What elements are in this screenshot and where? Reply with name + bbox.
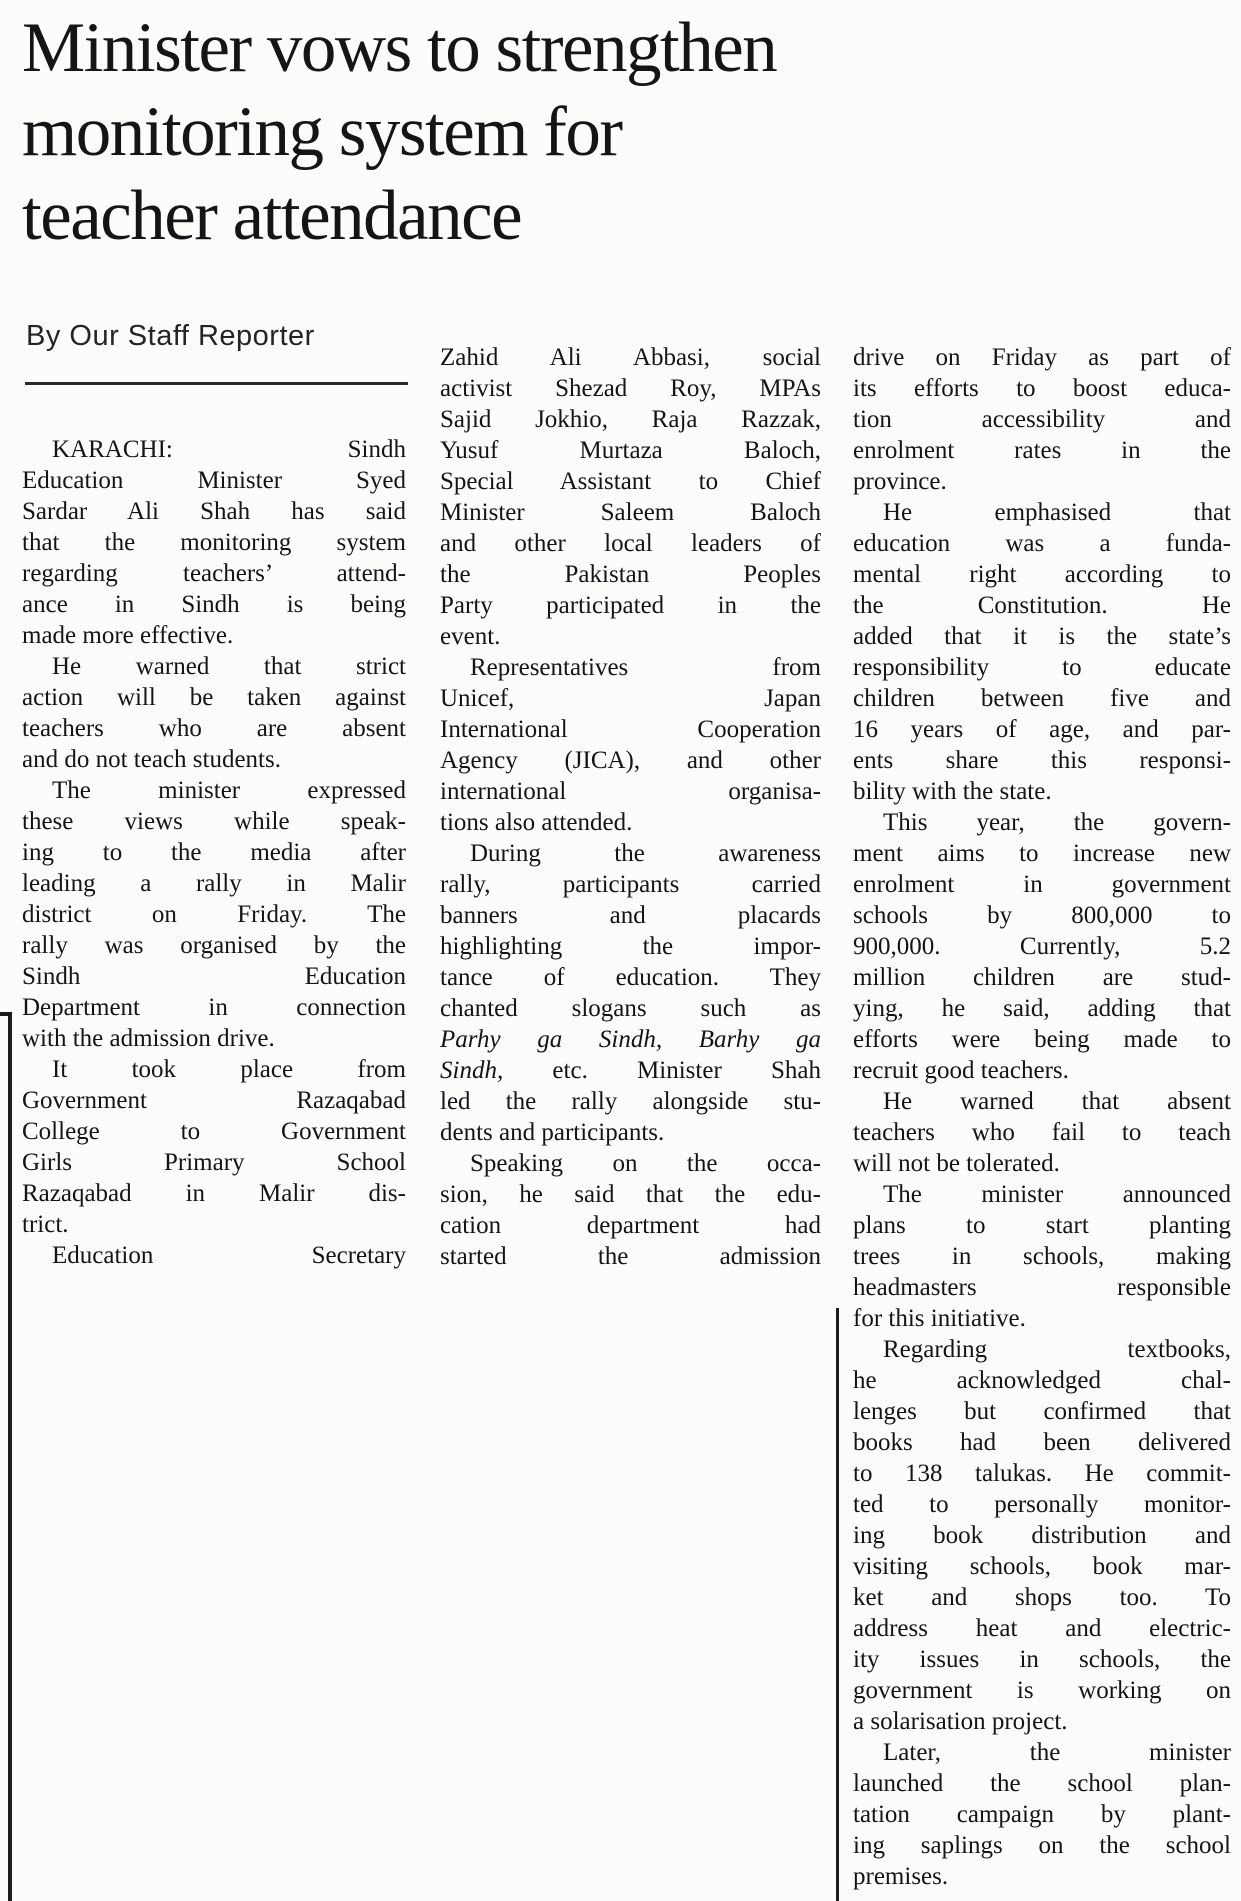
article-line: tance of education. They: [440, 964, 821, 991]
article-line: trees in schools, making: [853, 1243, 1231, 1270]
article-line: College to Government: [22, 1118, 406, 1145]
article-line: teachers who fail to teach: [853, 1119, 1231, 1146]
article-line: drive on Friday as part of: [853, 344, 1231, 371]
article-line: cation department had: [440, 1212, 821, 1239]
article-line: ing saplings on the school: [853, 1832, 1231, 1859]
article-line: [440, 1055, 821, 1086]
article-line: 16 years of age, and par-: [853, 716, 1231, 743]
article-line: banners and placards: [440, 902, 821, 929]
article-line: ing to the media after: [22, 839, 406, 866]
article-line: and do not teach students.: [22, 746, 281, 773]
article-line: enrolment rates in the: [853, 437, 1231, 464]
article-line: tation campaign by plant-: [853, 1801, 1231, 1828]
article-line: led the rally alongside stu-: [440, 1088, 821, 1115]
article-line: Department in connection: [22, 994, 406, 1021]
article-line: He emphasised that: [883, 499, 1231, 526]
article-line: made more effective.: [22, 622, 234, 649]
article-line: ment aims to increase new: [853, 840, 1231, 867]
article-line: its efforts to boost educa-: [853, 375, 1231, 402]
article-line: address heat and electric-: [853, 1615, 1231, 1642]
headline-line-2: monitoring system for: [22, 93, 622, 171]
article-line: district on Friday. The: [22, 901, 406, 928]
article-line: Regarding textbooks,: [883, 1336, 1231, 1363]
article-line: KARACHI: Sindh: [52, 436, 406, 463]
article-line: activist Shezad Roy, MPAs: [440, 375, 821, 402]
article-line: added that it is the state’s: [853, 623, 1231, 650]
article-line: ket and shops too. To: [853, 1584, 1231, 1611]
article-line: Education Minister Syed: [22, 467, 406, 494]
article-line: million children are stud-: [853, 964, 1231, 991]
article-line: International Cooperation: [440, 716, 821, 743]
article-line: Sindh Education: [22, 963, 406, 990]
article-line: province.: [853, 468, 947, 495]
article-headline: [22, 6, 1032, 258]
article-line: books had been delivered: [853, 1429, 1231, 1456]
article-line: teachers who are absent: [22, 715, 406, 742]
article-line: ying, he said, adding that: [853, 995, 1231, 1022]
article-line: Yusuf Murtaza Baloch,: [440, 437, 821, 464]
article-line: ted to personally monitor-: [853, 1491, 1231, 1518]
article-line: ance in Sindh is being: [22, 591, 406, 618]
article-line: ing book distribution and: [853, 1522, 1231, 1549]
article-line: Razaqabad in Malir dis-: [22, 1180, 406, 1207]
article-line: highlighting the impor-: [440, 933, 821, 960]
article-line: rally was organised by the: [22, 932, 406, 959]
article-line: Girls Primary School: [22, 1149, 406, 1176]
article-line: ents share this responsi-: [853, 747, 1231, 774]
article-line: lenges but confirmed that: [853, 1398, 1231, 1425]
headline-line-3: teacher attendance: [22, 177, 522, 255]
article-line: Zahid Ali Abbasi, social: [440, 344, 821, 371]
article-line: leading a rally in Malir: [22, 870, 406, 897]
article-line: plans to start planting: [853, 1212, 1231, 1239]
article-column-1: [22, 434, 406, 1271]
article-line: started the admission: [440, 1243, 821, 1270]
article-line: efforts were being made to: [853, 1026, 1231, 1053]
article-line: Parhy ga Sindh, Barhy ga: [440, 1026, 821, 1053]
article-line: will not be tolerated.: [853, 1150, 1060, 1177]
article-line: enrolment in government: [853, 871, 1231, 898]
byline-rule: [25, 382, 408, 385]
article-line: He warned that strict: [52, 653, 406, 680]
article-line: ity issues in schools, the: [853, 1646, 1231, 1673]
slogan-italic-text: Sindh,: [440, 1057, 504, 1084]
article-line: During the awareness: [470, 840, 821, 867]
article-line: that the monitoring system: [22, 529, 406, 556]
article-line: Sardar Ali Shah has said: [22, 498, 406, 525]
article-line: with the admission drive.: [22, 1025, 275, 1052]
article-line: Unicef, Japan: [440, 685, 821, 712]
article-line: Later, the minister: [883, 1739, 1231, 1766]
article-line: education was a funda-: [853, 530, 1231, 557]
article-line: The minister expressed: [52, 777, 406, 804]
article-line: the Constitution. He: [853, 592, 1231, 619]
article-line: tion accessibility and: [853, 406, 1231, 433]
article-line: trict.: [22, 1211, 69, 1238]
article-line: Minister Saleem Baloch: [440, 499, 821, 526]
left-corner-rule: [0, 1012, 12, 1901]
article-line: rally, participants carried: [440, 871, 821, 898]
article-line: recruit good teachers.: [853, 1057, 1069, 1084]
article-line: bility with the state.: [853, 778, 1052, 805]
article-line: Government Razaqabad: [22, 1087, 406, 1114]
article-line: government is working on: [853, 1677, 1231, 1704]
article-line: Party participated in the: [440, 592, 821, 619]
article-line: he acknowledged chal-: [853, 1367, 1231, 1394]
article-line: sion, he said that the edu-: [440, 1181, 821, 1208]
article-line: regarding teachers’ attend-: [22, 560, 406, 587]
article-line: Representatives from: [470, 654, 821, 681]
article-line: Special Assistant to Chief: [440, 468, 821, 495]
article-line: He warned that absent: [883, 1088, 1231, 1115]
article-line: the Pakistan Peoples: [440, 561, 821, 588]
article-line: responsibility to educate: [853, 654, 1231, 681]
article-column-3: [853, 342, 1231, 1892]
article-line: The minister announced: [883, 1181, 1231, 1208]
article-line: for this initiative.: [853, 1305, 1026, 1332]
headline-line-1: Minister vows to strengthen: [22, 9, 777, 87]
article-line: Agency (JICA), and other: [440, 747, 821, 774]
column-divider-rule: [836, 1308, 839, 1901]
article-line: launched the school plan-: [853, 1770, 1231, 1797]
article-line: chanted slogans such as: [440, 995, 821, 1022]
article-line: event.: [440, 623, 501, 650]
article-column-2: [440, 342, 821, 1272]
article-line: dents and participants.: [440, 1119, 665, 1146]
article-line: and other local leaders of: [440, 530, 821, 557]
article-line: It took place from: [52, 1056, 406, 1083]
article-line: visiting schools, book mar-: [853, 1553, 1231, 1580]
article-line: headmasters responsible: [853, 1274, 1231, 1301]
article-line: children between five and: [853, 685, 1231, 712]
article-text: etc. Minister Shah: [503, 1057, 821, 1084]
article-line: mental right according to: [853, 561, 1231, 588]
byline: By Our Staff Reporter: [26, 320, 315, 352]
article-line: schools by 800,000 to: [853, 902, 1231, 929]
article-line: Education Secretary: [52, 1242, 406, 1269]
article-line: Sajid Jokhio, Raja Razzak,: [440, 406, 821, 433]
article-line: Speaking on the occa-: [470, 1150, 821, 1177]
article-line: This year, the govern-: [883, 809, 1231, 836]
article-line: premises.: [853, 1863, 949, 1890]
article-line: a solarisation project.: [853, 1708, 1068, 1735]
article-line: to 138 talukas. He commit-: [853, 1460, 1231, 1487]
article-line: action will be taken against: [22, 684, 406, 711]
article-line: tions also attended.: [440, 809, 633, 836]
article-line: international organisa-: [440, 778, 821, 805]
article-line: 900,000. Currently, 5.2: [853, 933, 1231, 960]
article-line: these views while speak-: [22, 808, 406, 835]
